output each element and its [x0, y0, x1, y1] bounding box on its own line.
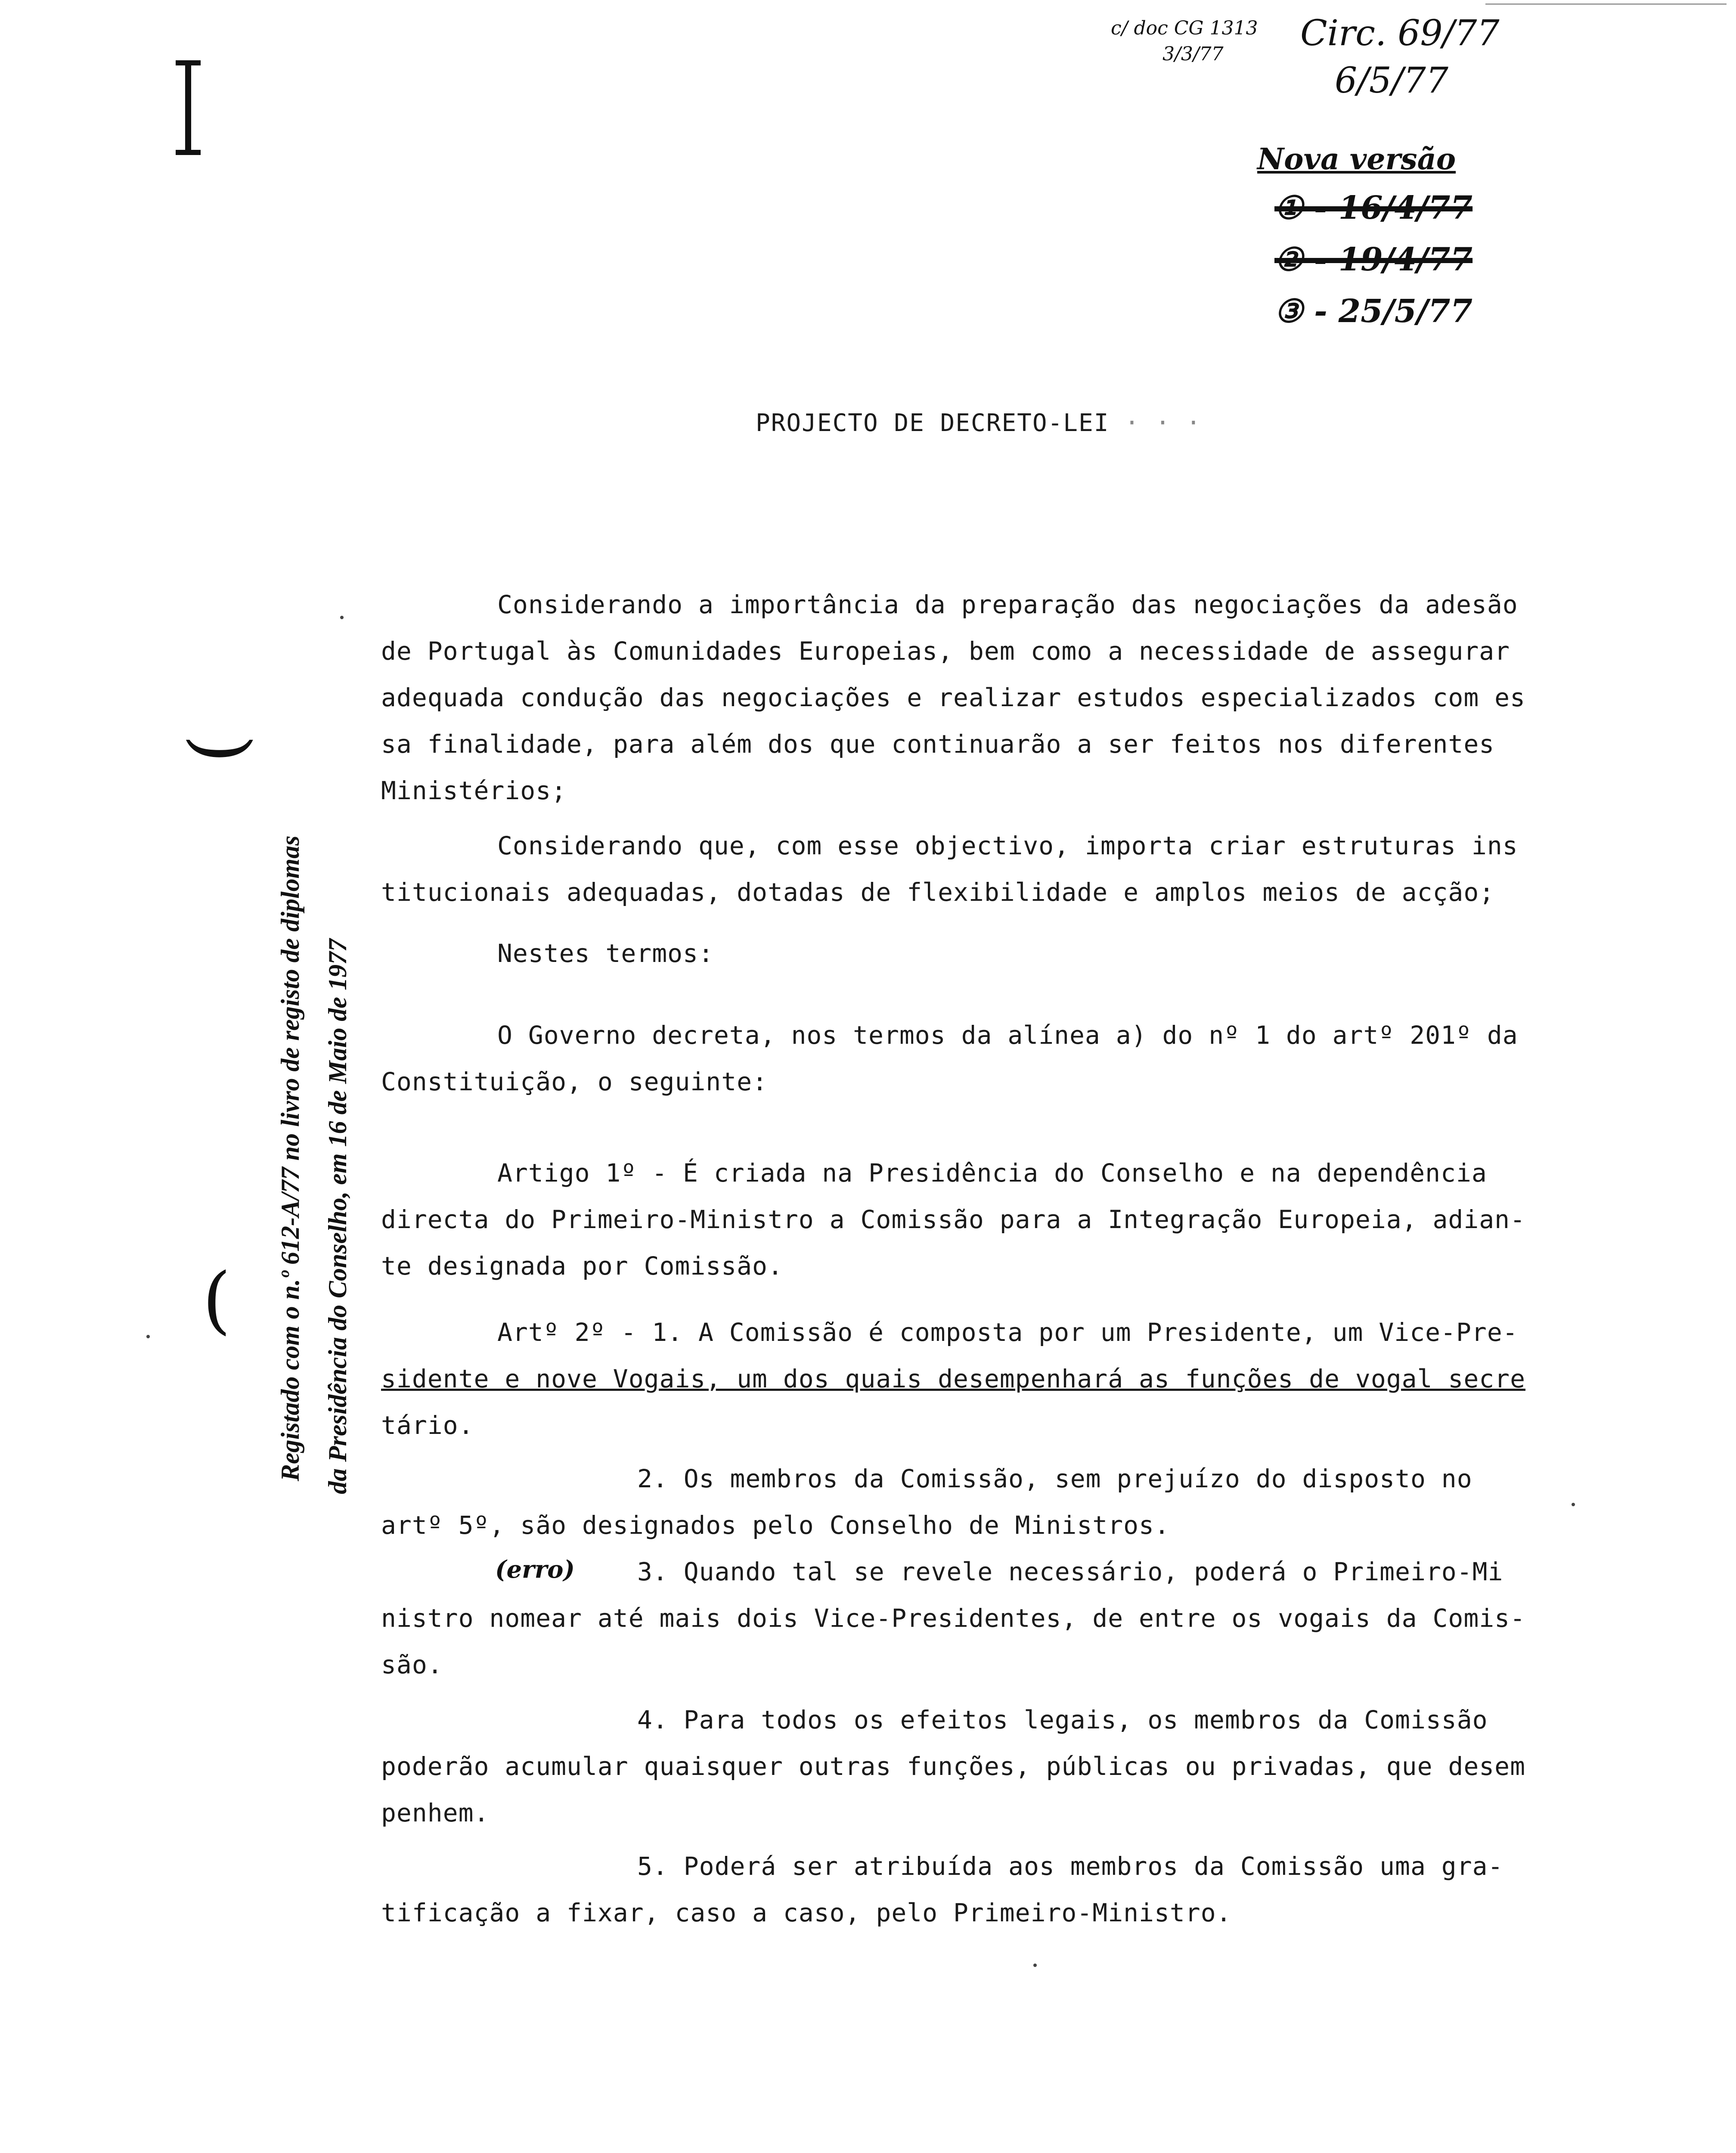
document-title-dots: · · ·: [1125, 409, 1202, 437]
scan-speck: [146, 1335, 150, 1338]
body-line: te designada por Comissão.: [381, 1251, 783, 1281]
body-line: sidente e nove Vogais, um dos quais desempenhará as funções de vogal secre: [381, 1364, 1526, 1393]
top-edge-mark: [1485, 3, 1727, 5]
handwritten-circular-ref: Circ. 69/77: [1300, 13, 1500, 54]
body-line: O Governo decreta, nos termos da alínea a) do nº 1 do artº 201º da: [497, 1021, 1518, 1050]
body-line: são.: [381, 1650, 443, 1679]
body-line: directa do Primeiro-Ministro a Comissão para a Integração Europeia, adian-: [381, 1205, 1526, 1234]
margin-bracket: [185, 60, 191, 155]
scan-speck: [340, 616, 344, 619]
handwritten-new-version: Nova versão: [1257, 142, 1456, 177]
document-title: [756, 409, 1202, 437]
body-line: tificação a fixar, caso a caso, pelo Primeiro-Ministro.: [381, 1898, 1232, 1927]
body-line: sa finalidade, para além dos que continuarão a ser feitos nos diferentes: [381, 729, 1495, 759]
body-line: Constituição, o seguinte:: [381, 1067, 768, 1096]
body-line: tário.: [381, 1411, 474, 1440]
body-line: 5. Poderá ser atribuída aos membros da Comissão uma gra-: [637, 1852, 1504, 1881]
body-line: Artigo 1º - É criada na Presidência do Conselho e na dependência: [497, 1158, 1487, 1188]
body-line: penhem.: [381, 1798, 490, 1827]
body-line: adequada condução das negociações e realizar estudos especializados com es: [381, 683, 1526, 712]
body-line: Nestes termos:: [497, 939, 714, 968]
body-line: Considerando que, com esse objectivo, importa criar estruturas ins: [497, 831, 1518, 860]
registration-stamp-line-1: Registado com o n.º 612-A/77 no livro de registo de diplomas: [276, 835, 304, 1481]
handwritten-note-date: 3/3/77: [1162, 43, 1224, 65]
handwritten-version-2: ② - 19/4/77: [1274, 241, 1473, 278]
body-line: 4. Para todos os efeitos legais, os membros da Comissão: [637, 1705, 1488, 1734]
document-title-text: PROJECTO DE DECRETO-LEI: [756, 409, 1110, 437]
body-line: nistro nomear até mais dois Vice-Presidentes, de entre os vogais da Comis-: [381, 1604, 1526, 1633]
scan-speck: [1572, 1503, 1575, 1506]
body-line: 3. Quando tal se revele necessário, poderá o Primeiro-Mi: [637, 1557, 1504, 1586]
body-line: titucionais adequadas, dotadas de flexibilidade e amplos meios de acção;: [381, 878, 1495, 907]
body-line: 2. Os membros da Comissão, sem prejuízo do disposto no: [637, 1464, 1472, 1493]
scan-speck: [1033, 1964, 1037, 1967]
margin-paren-mark-lower: (: [202, 1257, 231, 1343]
handwritten-version-3: ③ - 25/5/77: [1274, 293, 1473, 330]
body-line: Artº 2º - 1. A Comissão é composta por um Presidente, um Vice-Pre-: [497, 1318, 1518, 1347]
margin-paren-mark-upper: (: [174, 734, 260, 763]
handwritten-version-1: ① - 16/4/77: [1274, 189, 1473, 226]
body-line: artº 5º, são designados pelo Conselho de Ministros.: [381, 1511, 1170, 1540]
handwritten-note-doc-ref: c/ doc CG 1313: [1111, 17, 1258, 39]
registration-stamp-line-2: da Presidência do Conselho, em 16 de Maio de 1977: [323, 939, 352, 1494]
body-line: Ministérios;: [381, 776, 567, 805]
handwritten-circular-date: 6/5/77: [1335, 60, 1448, 101]
handwritten-erro-note: (erro): [495, 1555, 575, 1584]
body-line: Considerando a importância da preparação das negociações da adesão: [497, 590, 1518, 619]
body-line: poderão acumular quaisquer outras funções, públicas ou privadas, que desem: [381, 1752, 1526, 1781]
body-line: de Portugal às Comunidades Europeias, bem como a necessidade de assegurar: [381, 636, 1510, 666]
